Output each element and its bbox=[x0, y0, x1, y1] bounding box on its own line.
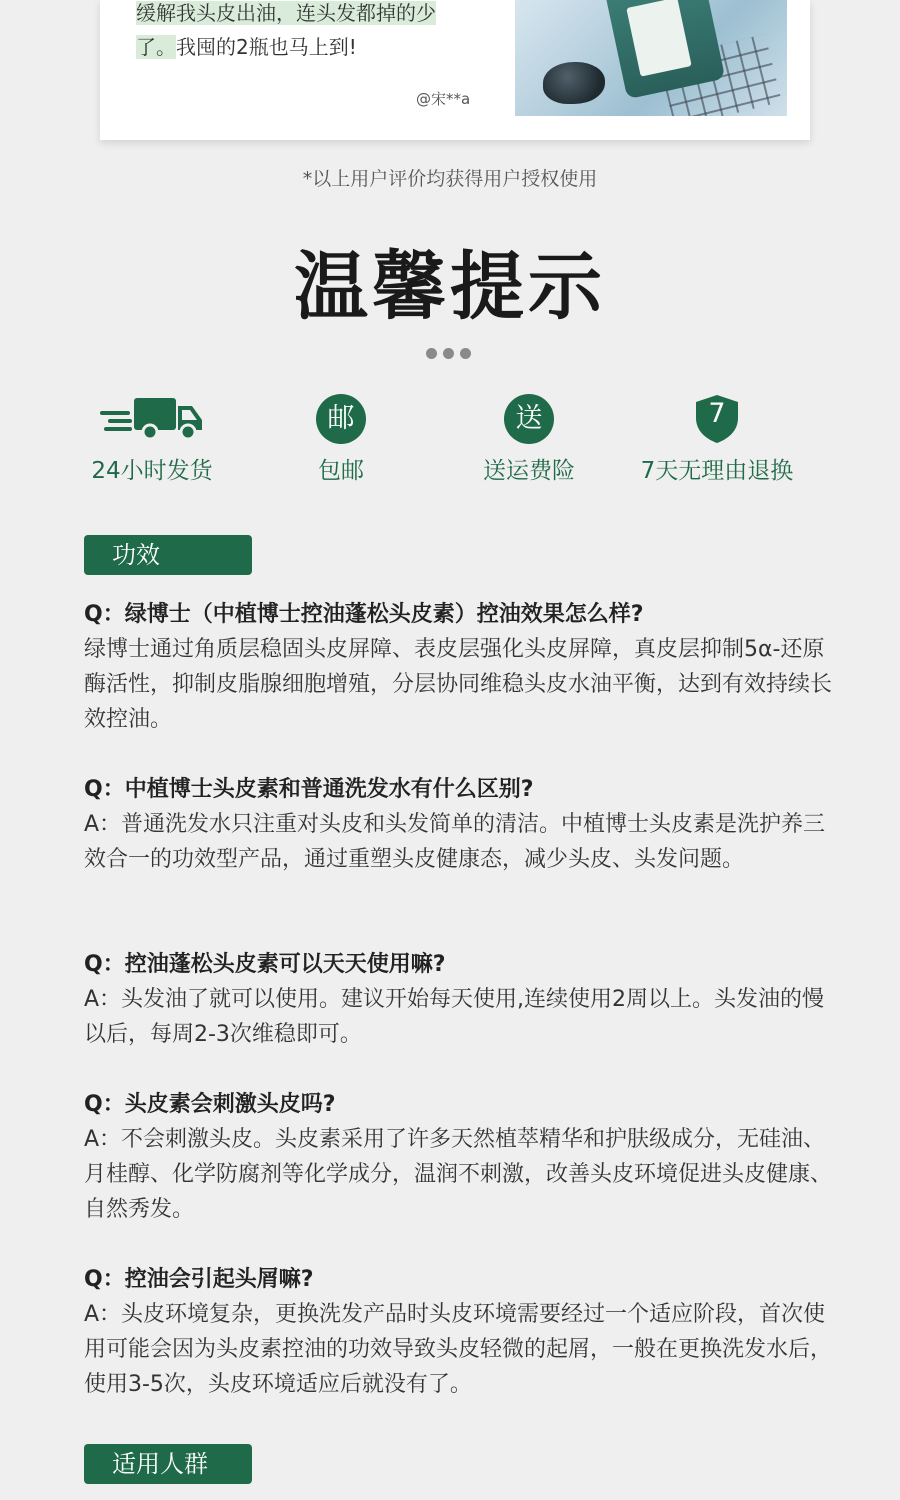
shield-number: 7 bbox=[708, 398, 726, 429]
product-photo bbox=[515, 0, 787, 116]
feature-label: 包邮 bbox=[318, 458, 364, 484]
feature-return bbox=[622, 394, 812, 485]
faq-question: Q：控油蓬松头皮素可以天天使用嘛? bbox=[84, 952, 446, 977]
review-card bbox=[100, 0, 810, 140]
section-title: 温馨提示 bbox=[294, 244, 606, 330]
feature-shipping bbox=[57, 394, 247, 485]
truck-icon bbox=[57, 394, 247, 446]
review-line-2-highlight: 了。 bbox=[136, 35, 176, 59]
faq-question: Q：头皮素会刺激头皮吗? bbox=[84, 1092, 336, 1117]
review-user: @宋**a bbox=[416, 90, 471, 108]
feature-free-shipping bbox=[246, 394, 436, 485]
tag-audience: 适用人群 bbox=[84, 1444, 252, 1484]
faq-answer: A：不会刺激头皮。头皮素采用了许多天然植萃精华和护肤级成分，无硅油、月桂醇、化学防腐剂等化学成分，温润不刺激，改善头皮环境促进头皮健康、自然秀发。 bbox=[84, 1127, 833, 1222]
feature-label: 7天无理由退换 bbox=[640, 458, 794, 484]
dot bbox=[443, 348, 454, 359]
faq-item bbox=[84, 947, 834, 1052]
faq-item bbox=[84, 772, 834, 877]
faq-answer: 绿博士通过角质层稳固头皮屏障、表皮层强化头皮屏障，真皮层抑制5α-还原酶活性，抑制皮脂腺细胞增殖，分层协同维稳头皮水油平衡，达到有效持续长效控油。 bbox=[84, 637, 833, 732]
mail-circle-icon: 邮 bbox=[316, 394, 366, 444]
faq-item bbox=[84, 1087, 834, 1227]
review-text bbox=[136, 0, 496, 64]
stone-shape bbox=[543, 62, 605, 104]
dot bbox=[460, 348, 471, 359]
review-line-1: 缓解我头皮出油，连头发都掉的少 bbox=[136, 1, 436, 25]
shield-icon bbox=[622, 394, 812, 446]
tag-efficacy: 功效 bbox=[84, 535, 252, 575]
faq-answer: A：头皮环境复杂，更换洗发产品时头皮环境需要经过一个适应阶段，首次使用可能会因为头皮素控油的功效导致头皮轻微的起屑，一般在更换洗发水后，使用3-5次，头皮环境适应后就没有了。 bbox=[84, 1302, 833, 1397]
feature-insurance bbox=[434, 394, 624, 485]
review-line-2: 我囤的2瓶也马上到! bbox=[176, 35, 357, 59]
disclaimer: *以上用户评价均获得用户授权使用 bbox=[302, 168, 598, 190]
dots-divider bbox=[426, 344, 477, 363]
faq-item bbox=[84, 1262, 834, 1402]
faq-answer: A：头发油了就可以使用。建议开始每天使用,连续使用2周以上。头发油的慢以后，每周2-3次维稳即可。 bbox=[84, 987, 825, 1047]
insurance-circle-icon: 送 bbox=[504, 394, 554, 444]
faq-question: Q：中植博士头皮素和普通洗发水有什么区别? bbox=[84, 777, 534, 802]
faq-item bbox=[84, 597, 834, 737]
feature-label: 24小时发货 bbox=[91, 458, 213, 484]
faq-answer: A：普通洗发水只注重对头皮和头发简单的清洁。中植博士头皮素是洗护养三效合一的功效型产品，通过重塑头皮健康态，减少头皮、头发问题。 bbox=[84, 812, 826, 872]
feature-label: 送运费险 bbox=[483, 458, 575, 484]
faq-question: Q：绿博士（中植博士控油蓬松头皮素）控油效果怎么样? bbox=[84, 602, 644, 627]
dot bbox=[426, 348, 437, 359]
faq-question: Q：控油会引起头屑嘛? bbox=[84, 1267, 314, 1292]
